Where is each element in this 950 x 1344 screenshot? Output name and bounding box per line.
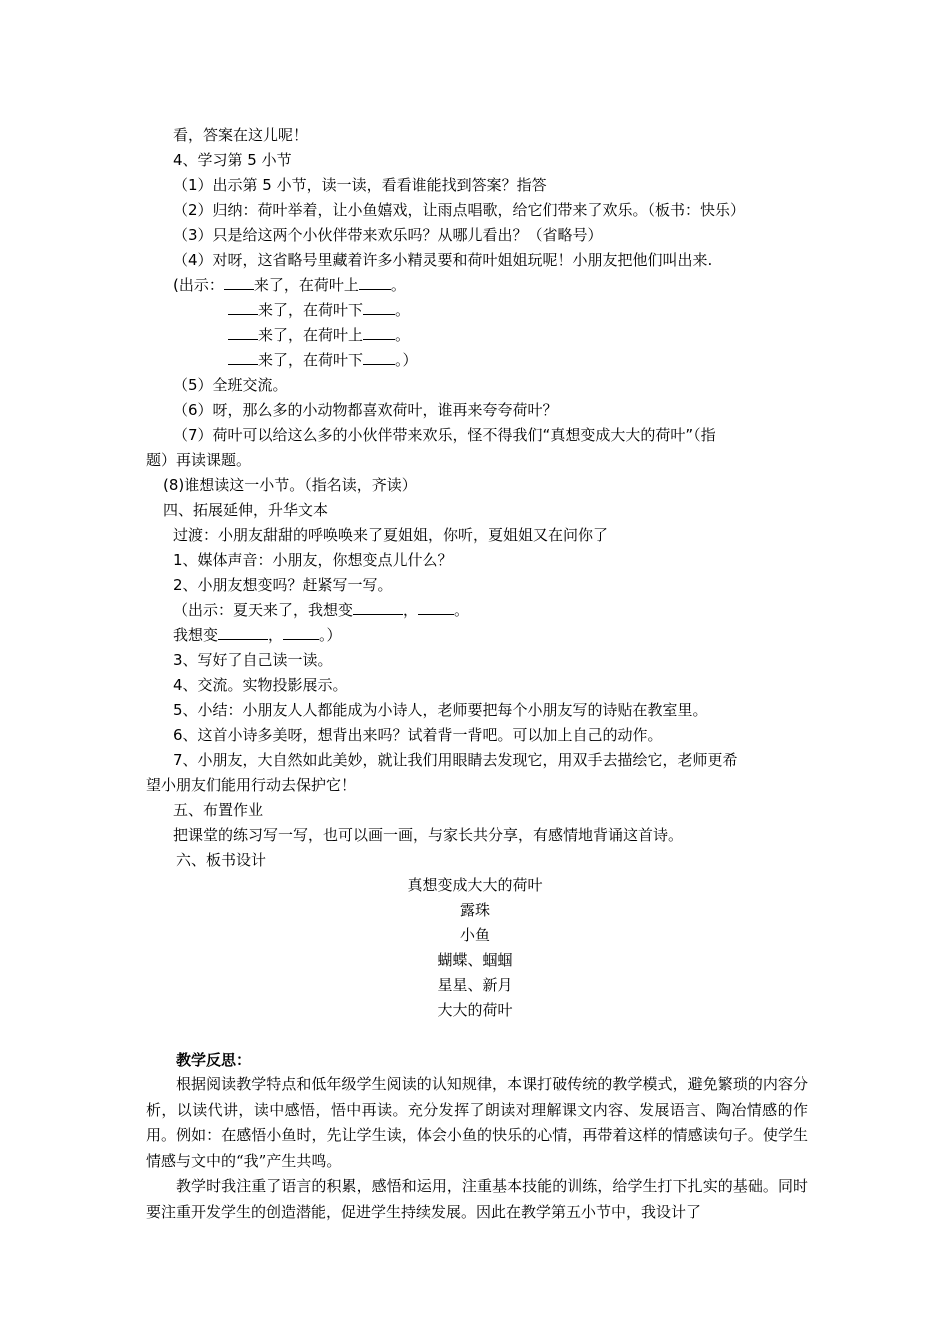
text-line: 4、交流。实物投影展示。 — [173, 676, 348, 694]
board-item: 星星、新月 — [437, 976, 513, 994]
fill-end: 。 — [454, 601, 470, 619]
fill-text: 来了，在荷叶上 — [253, 276, 359, 294]
text-line: 3、写好了自己读一读。 — [173, 651, 333, 669]
section-heading: 五、布置作业 — [173, 801, 264, 819]
text-line: 1、媒体声音：小朋友，你想变点儿什么？ — [173, 551, 453, 569]
blank — [353, 600, 403, 615]
fill-prefix: (出示： — [173, 276, 224, 294]
board-item: 大大的荷叶 — [437, 1001, 513, 1019]
section-heading: 四、拓展延伸，升华文本 — [163, 501, 329, 519]
text-line: 6、这首小诗多美呀，想背出来吗？试着背一背吧。可以加上自己的动作。 — [173, 726, 663, 744]
blank — [359, 275, 391, 290]
text-line: 2、小朋友想变吗？赶紧写一写。 — [173, 576, 393, 594]
blank — [363, 300, 395, 315]
fill-text: 来了，在荷叶上 — [258, 326, 364, 344]
board-item: 蝴蝶、蝈蝈 — [437, 951, 513, 969]
text-line: 7、小朋友，大自然如此美妙，就让我们用眼睛去发现它，用双手去描绘它，老师更希 — [173, 751, 738, 769]
fill-end: 。 — [390, 276, 406, 294]
blank — [283, 625, 319, 640]
blank — [363, 350, 395, 365]
fill-text: 来了，在荷叶下 — [258, 301, 364, 319]
board-item: 小鱼 — [459, 926, 490, 944]
fill-in-line — [228, 325, 410, 345]
text-line: （7）荷叶可以给这么多的小伙伴带来欢乐，怪不得我们“真想变成大大的荷叶”（指 — [173, 426, 716, 444]
text-line: （4）对呀，这省略号里藏着许多小精灵要和荷叶姐姐玩呢！小朋友把他们叫出来. — [173, 251, 713, 269]
blank — [218, 625, 268, 640]
fill-in-line — [173, 600, 469, 620]
text-line: 望小朋友们能用行动去保护它！ — [146, 776, 357, 794]
fill-in-line — [173, 275, 406, 295]
board-item: 露珠 — [459, 901, 490, 919]
text-line: （5）全班交流。 — [173, 376, 288, 394]
section-heading: 六、板书设计 — [176, 851, 267, 869]
fill-sep: ， — [268, 626, 284, 644]
text-line: 过渡：小朋友甜甜的呼唤唤来了夏姐姐，你听，夏姐姐又在问你了 — [173, 526, 609, 544]
text-line: 看，答案在这儿呢！ — [173, 126, 309, 144]
blank — [224, 275, 254, 290]
text-line: （2）归纳：荷叶举着，让小鱼嬉戏，让雨点唱歌，给它们带来了欢乐。（板书：快乐） — [173, 201, 746, 219]
text-line: 题）再读课题。 — [146, 451, 252, 469]
text-line: （3）只是给这两个小伙伴带来欢乐吗？从哪儿看出？（省略号） — [173, 226, 603, 244]
text-line: （1）出示第 5 小节，读一读，看看谁能找到答案？指答 — [173, 176, 547, 194]
fill-in-line — [173, 625, 342, 645]
fill-end: 。） — [395, 351, 418, 369]
fill-sep: ， — [403, 601, 419, 619]
blank — [363, 325, 395, 340]
section-heading: 4、学习第 5 小节 — [173, 151, 292, 169]
fill-prefix: （出示：夏天来了，我想变 — [173, 601, 354, 619]
reflection-paragraph: 根据阅读教学特点和低年级学生阅读的认知规律，本课打破传统的教学模式，避免繁琐的内容分析，以读代讲，读中感悟，悟中再读。充分发挥了朗读对理解课文内容、发展语言、陶冶情感的作用。例如：在感悟小鱼时，先让学生读，体会小鱼的快乐的心情，再带着这样的情感读句子。使学生情感与文中的“我”产生共鸣。 — [146, 1075, 808, 1170]
blank — [228, 350, 258, 365]
fill-in-line — [228, 300, 410, 320]
blank — [228, 300, 258, 315]
blank — [418, 600, 454, 615]
text-line: 5、小结：小朋友人人都能成为小诗人，老师要把每个小朋友写的诗贴在教室里。 — [173, 701, 708, 719]
board-title: 真想变成大大的荷叶 — [407, 876, 543, 894]
fill-end: 。 — [395, 301, 411, 319]
reflection-heading: 教学反思： — [176, 1051, 252, 1069]
reflection-paragraph: 教学时我注重了语言的积累，感悟和运用，注重基本技能的训练，给学生打下扎实的基础。同时要注重开发学生的创造潜能，促进学生持续发展。因此在教学第五小节中，我设计了 — [146, 1177, 808, 1221]
text-line: 把课堂的练习写一写，也可以画一画，与家长共分享，有感情地背诵这首诗。 — [173, 826, 684, 844]
text-line: (8)谁想读这一小节。（指名读，齐读） — [163, 476, 417, 494]
fill-text: 来了，在荷叶下 — [258, 351, 364, 369]
text-line: （6）呀，那么多的小动物都喜欢荷叶，谁再来夸夸荷叶？ — [173, 401, 558, 419]
blank — [228, 325, 258, 340]
fill-prefix: 我想变 — [173, 626, 219, 644]
fill-end: 。） — [319, 626, 342, 644]
fill-end: 。 — [395, 326, 411, 344]
fill-in-line — [228, 350, 418, 370]
